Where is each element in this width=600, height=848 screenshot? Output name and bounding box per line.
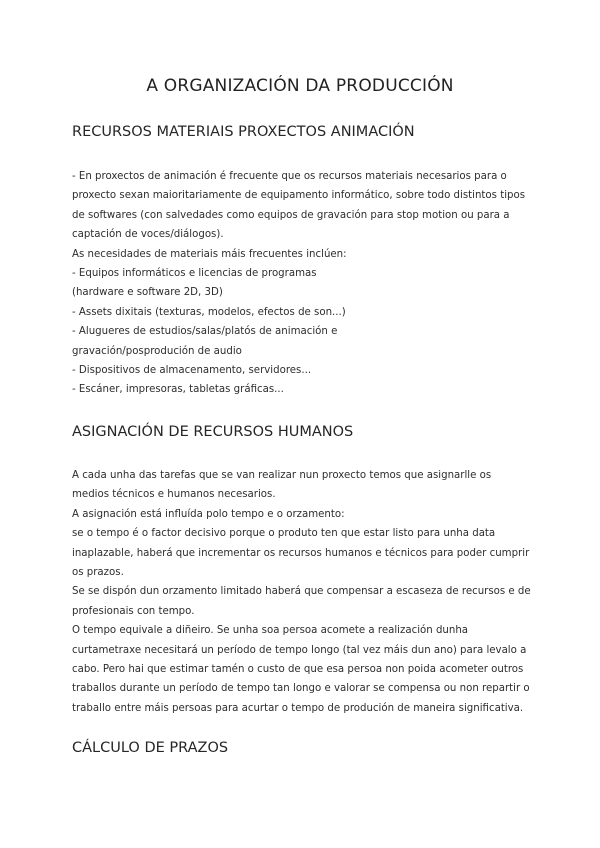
text-line: captación de voces/diálogos). — [72, 229, 224, 241]
document-title: A ORGANIZACIÓN DA PRODUCCIÓN — [146, 76, 454, 96]
text-line: Se se dispón dun orzamento limitado haberá que compensar a escaseza de recursos e de — [72, 586, 531, 598]
text-line: profesionais con tempo. — [72, 605, 195, 617]
text-line: inaplazable, haberá que incrementar os recursos humanos e técnicos para poder cumprir — [72, 547, 530, 559]
section-body-recursos-materiais — [72, 167, 532, 400]
text-line: os prazos. — [72, 567, 124, 579]
text-line: (hardware e software 2D, 3D) — [72, 287, 223, 299]
text-line: O tempo equivale a diñeiro. Se unha soa persoa acomete a realización dunha — [72, 625, 469, 637]
text-line: As necesidades de materiais máis frecuentes inclúen: — [72, 248, 347, 260]
text-line: A cada unha das tarefas que se van realizar nun proxecto temos que asignarlle os — [72, 470, 492, 481]
text-line: curtametraxe necesitará un período de tempo longo (tal vez máis dun ano) para levalo a — [72, 644, 527, 656]
list-item: - Alugueres de estudios/salas/platós de animación e — [72, 326, 338, 338]
text-line: cabo. Pero hai que estimar tamén o custo de que esa persoa non poida acometer outros — [72, 664, 524, 676]
text-line: A asignación está influída polo tempo e o orzamento: — [72, 508, 345, 520]
text-line: se o tempo é o factor decisivo porque o produto ten que estar listo para unha data — [72, 528, 496, 540]
text-line: proxecto sexan maioritariamente de equipamento informático, sobre todo distintos tipos — [72, 190, 526, 202]
text-line: medios técnicos e humanos necesarios. — [72, 489, 276, 501]
text-line: - En proxectos de animación é frecuente que os recursos materiais necesarios para o — [72, 171, 507, 182]
section-heading-recursos-humanos: ASIGNACIÓN DE RECURSOS HUMANOS — [72, 424, 354, 440]
list-item: - Assets dixitais (texturas, modelos, efectos de son...) — [72, 306, 346, 318]
list-item: - Escáner, impresoras, tabletas gráficas... — [72, 384, 284, 396]
section-body-recursos-humanos — [72, 466, 532, 718]
list-item: - Equipos informáticos e licencias de programas — [72, 268, 317, 280]
list-item: - Dispositivos de almacenamento, servidores... — [72, 365, 312, 377]
section-heading-calculo-prazos: CÁLCULO DE PRAZOS — [72, 740, 229, 756]
text-line: de softwares (con salvedades como equipos de gravación para stop motion ou para a — [72, 209, 510, 221]
text-line: gravación/posprodución de audio — [72, 345, 242, 357]
text-line: traballos durante un período de tempo tan longo e valorar se compensa ou non repartir o — [72, 683, 530, 695]
section-heading-recursos-materiais: RECURSOS MATERIAIS PROXECTOS ANIMACIÓN — [72, 124, 415, 140]
text-line: traballo entre máis persoas para acurtar o tempo de produción de maneira significativa. — [72, 702, 524, 714]
